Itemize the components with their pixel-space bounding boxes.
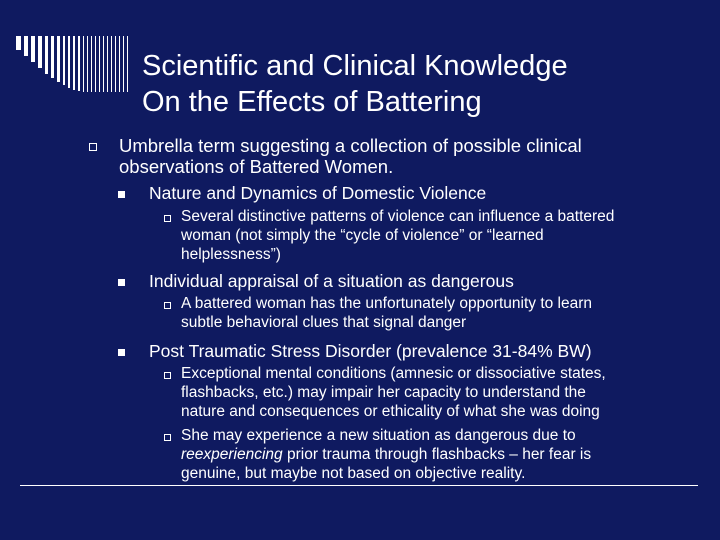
filled-square-bullet-icon [118, 279, 125, 286]
level1-line-1: Umbrella term suggesting a collection of possible clinical [119, 135, 582, 156]
sub-item-line: subtle behavioral clues that signal danger [181, 314, 467, 331]
sub-item-line: She may experience a new situation as dangerous due to [181, 427, 576, 444]
emphasis-reexperiencing: reexperiencing [181, 446, 283, 463]
filled-square-bullet-icon [118, 191, 125, 198]
sub-item-line: nature and consequences or ethicality of what she was doing [181, 403, 600, 420]
sub-item-line: helplessness”) [181, 246, 281, 263]
sub-item-line: Several distinctive patterns of violence can influence a battered [181, 208, 615, 225]
level1-line-2: observations of Battered Women. [119, 156, 394, 177]
sub-item-line: Exceptional mental conditions (amnesic or dissociative states, [181, 365, 606, 382]
filled-square-bullet-icon [118, 349, 125, 356]
sub-item-line: A battered woman has the unfortunately opportunity to learn [181, 295, 593, 312]
sub-item-line [181, 446, 591, 464]
outline-square-bullet-icon [164, 215, 171, 222]
section-heading-nature-dynamics: Nature and Dynamics of Domestic Violence [149, 183, 487, 203]
section-heading-individual-appraisal: Individual appraisal of a situation as dangerous [149, 271, 514, 291]
sub-item-line: genuine, but maybe not based on objective reality. [181, 465, 526, 482]
section-heading-ptsd: Post Traumatic Stress Disorder (prevalence 31-84% BW) [149, 341, 592, 361]
divider-line [20, 485, 698, 486]
outline-square-bullet-icon [164, 302, 171, 309]
title-line-1: Scientific and Clinical Knowledge [142, 50, 568, 82]
outline-square-bullet-icon [164, 372, 171, 379]
outline-square-bullet-icon [89, 143, 97, 151]
outline-square-bullet-icon [164, 434, 171, 441]
sub-item-line-rest: prior trauma through flashbacks – her fear is [282, 446, 592, 463]
sub-item-line: flashbacks, etc.) may impair her capacity to understand the [181, 384, 586, 401]
title-line-2: On the Effects of Battering [142, 86, 482, 118]
sub-item-line: woman (not simply the “cycle of violence” or “learned [181, 227, 544, 244]
